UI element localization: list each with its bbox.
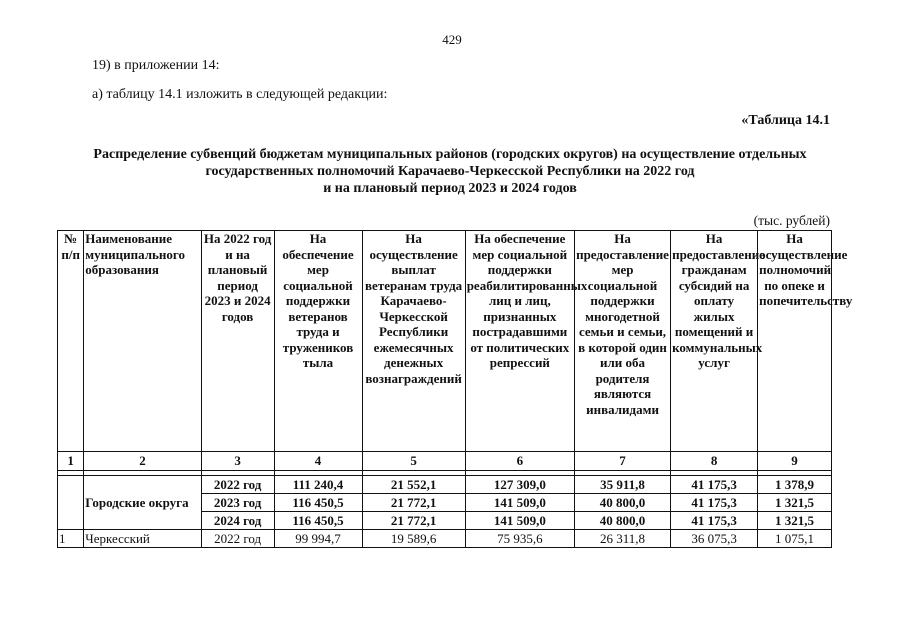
group-name: Городские округа xyxy=(84,476,201,530)
column-number: 9 xyxy=(758,452,832,471)
value-cell: 41 175,3 xyxy=(671,512,758,530)
value-cell: 99 994,7 xyxy=(274,530,362,548)
header-veterans: На обеспечение мер социальной поддержки ветеранов труда и тружеников тыла xyxy=(274,231,362,452)
value-cell: 40 800,0 xyxy=(574,494,670,512)
value-cell: 40 800,0 xyxy=(574,512,670,530)
column-number: 4 xyxy=(274,452,362,471)
value-cell: 41 175,3 xyxy=(671,476,758,494)
value-cell: 127 309,0 xyxy=(465,476,574,494)
value-cell: 35 911,8 xyxy=(574,476,670,494)
table-row xyxy=(58,476,832,494)
value-cell: 111 240,4 xyxy=(274,476,362,494)
value-cell: 26 311,8 xyxy=(574,530,670,548)
table-row xyxy=(58,530,832,548)
header-veterans-payments: На осуществление выплат ветеранам труда Карачаево-Черкесской Республики ежемесячных денежных вознаграждений xyxy=(362,231,465,452)
year-cell: 2024 год xyxy=(201,512,274,530)
value-cell: 1 378,9 xyxy=(758,476,832,494)
value-cell: 21 772,1 xyxy=(362,512,465,530)
column-number: 1 xyxy=(58,452,84,471)
value-cell: 21 552,1 xyxy=(362,476,465,494)
value-cell: 141 509,0 xyxy=(465,494,574,512)
column-number: 5 xyxy=(362,452,465,471)
header-municipality: Наименование муниципального образования xyxy=(84,231,201,452)
table-label: «Таблица 14.1 xyxy=(741,113,830,128)
header-large-families: На предоставление мер социальной поддержки многодетной семьи и семьи, в которой один или оба родителя являются инвалидами xyxy=(574,231,670,452)
column-number-row xyxy=(58,452,832,471)
year-cell: 2022 год xyxy=(201,530,274,548)
column-number: 3 xyxy=(201,452,274,471)
value-cell: 141 509,0 xyxy=(465,512,574,530)
intro-line-1: 19) в приложении 14: xyxy=(92,58,220,73)
intro-line-2: а) таблицу 14.1 изложить в следующей редакции: xyxy=(92,87,388,102)
header-period: На 2022 год и на плановый период 2023 и 2024 годов xyxy=(201,231,274,452)
column-number: 2 xyxy=(84,452,201,471)
column-number: 7 xyxy=(574,452,670,471)
value-cell: 116 450,5 xyxy=(274,512,362,530)
value-cell: 41 175,3 xyxy=(671,494,758,512)
value-cell: 1 321,5 xyxy=(758,494,832,512)
header-row xyxy=(58,231,832,452)
value-cell: 21 772,1 xyxy=(362,494,465,512)
year-cell: 2023 год xyxy=(201,494,274,512)
subvention-table xyxy=(57,230,853,548)
heading-line-2: государственных полномочий Карачаево-Черкесской Республики на 2022 год xyxy=(205,164,695,179)
header-rehabilitated: На обеспечение мер социальной поддержки реабилитированных лиц и лиц, признанных пострадавшими от политических репрессий xyxy=(465,231,574,452)
header-guardianship: На осуществление полномочий по опеке и попечительству xyxy=(758,231,832,452)
heading-line-1: Распределение субвенций бюджетам муниципальных районов (городских округов) на осуществление отдельных xyxy=(93,147,807,162)
units-label: (тыс. рублей) xyxy=(753,213,830,228)
value-cell: 1 075,1 xyxy=(758,530,832,548)
group-num-cell xyxy=(58,476,84,530)
header-housing-subsidies: На предоставление гражданам субсидий на оплату жилых помещений и коммунальных услуг xyxy=(671,231,758,452)
heading-line-3: и на плановый период 2023 и 2024 годов xyxy=(323,181,577,196)
column-number: 8 xyxy=(671,452,758,471)
table-heading xyxy=(40,146,860,197)
value-cell: 36 075,3 xyxy=(671,530,758,548)
value-cell: 75 935,6 xyxy=(465,530,574,548)
value-cell: 19 589,6 xyxy=(362,530,465,548)
row-name: Черкесский xyxy=(84,530,201,548)
year-cell: 2022 год xyxy=(201,476,274,494)
value-cell: 1 321,5 xyxy=(758,512,832,530)
page-number: 429 xyxy=(442,32,462,47)
header-num: № п/п xyxy=(58,231,84,452)
row-num: 1 xyxy=(58,530,84,548)
column-number: 6 xyxy=(465,452,574,471)
value-cell: 116 450,5 xyxy=(274,494,362,512)
